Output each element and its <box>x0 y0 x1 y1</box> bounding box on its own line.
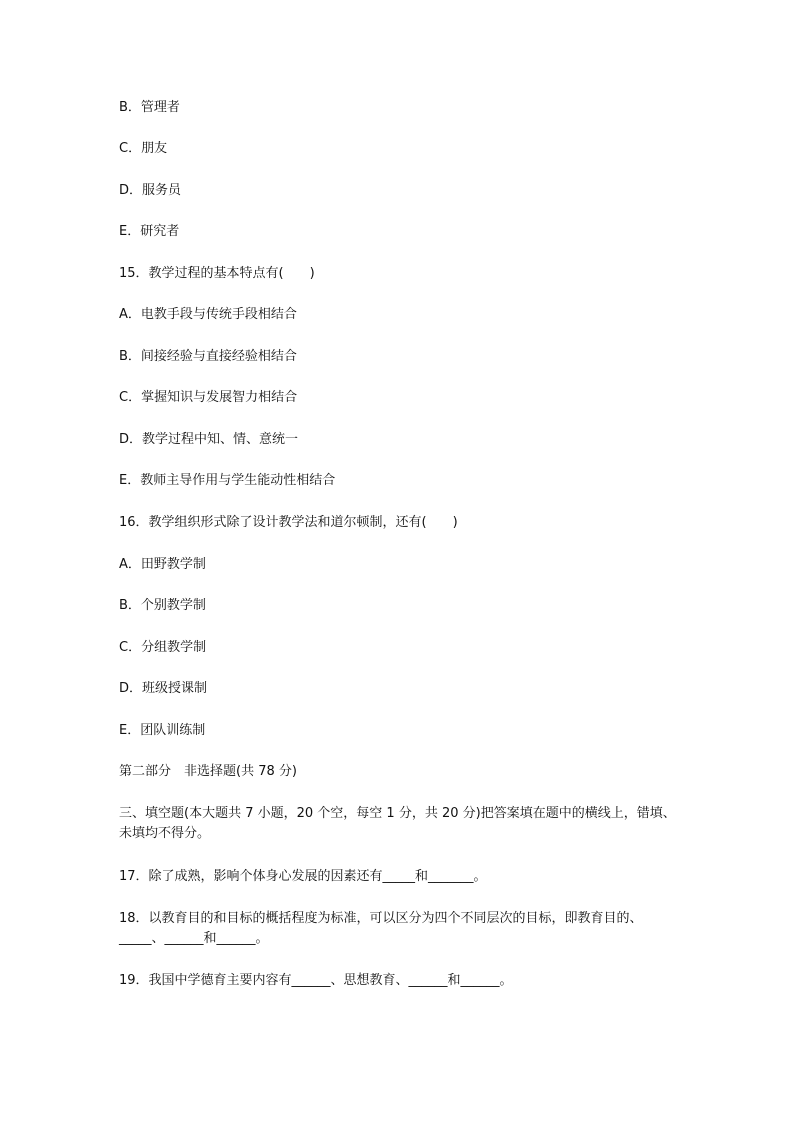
question-16: 16．教学组织形式除了设计教学法和道尔顿制，还有( ) <box>119 515 458 530</box>
q16-option-e: E．团队训练制 <box>119 723 206 738</box>
q15-option-b: B．间接经验与直接经验相结合 <box>119 349 297 364</box>
q14-option-d: D．服务员 <box>119 183 182 198</box>
q14-option-c: C．朋友 <box>119 141 168 156</box>
question-19: 19．我国中学德育主要内容有______、思想教育、______和______。 <box>119 973 513 988</box>
fill-in-section-instructions: 三、填空题(本大题共 7 小题，20 个空，每空 1 分，共 20 分)把答案填在题中的横线上，错填、未填均不得分。 <box>119 806 676 841</box>
q14-option-b: B．管理者 <box>119 100 180 115</box>
q15-option-e: E．教师主导作用与学生能动性相结合 <box>119 473 336 488</box>
q14-option-e: E．研究者 <box>119 224 180 239</box>
question-15: 15．教学过程的基本特点有( ) <box>119 266 315 281</box>
q16-option-a: A．田野教学制 <box>119 557 206 572</box>
q15-option-d: D．教学过程中知、情、意统一 <box>119 432 299 447</box>
q15-option-a: A．电教手段与传统手段相结合 <box>119 307 297 322</box>
question-17: 17．除了成熟，影响个体身心发展的因素还有_____和_______。 <box>119 869 487 884</box>
q16-option-d: D．班级授课制 <box>119 681 208 696</box>
q16-option-b: B．个别教学制 <box>119 598 206 613</box>
q15-option-c: C．掌握知识与发展智力相结合 <box>119 390 298 405</box>
q16-option-c: C．分组教学制 <box>119 640 207 655</box>
question-18: 18．以教育目的和目标的概括程度为标准，可以区分为四个不同层次的目标，即教育目的、_____、______和______。 <box>119 911 643 946</box>
part-two-heading: 第二部分 非选择题(共 78 分) <box>119 764 297 779</box>
